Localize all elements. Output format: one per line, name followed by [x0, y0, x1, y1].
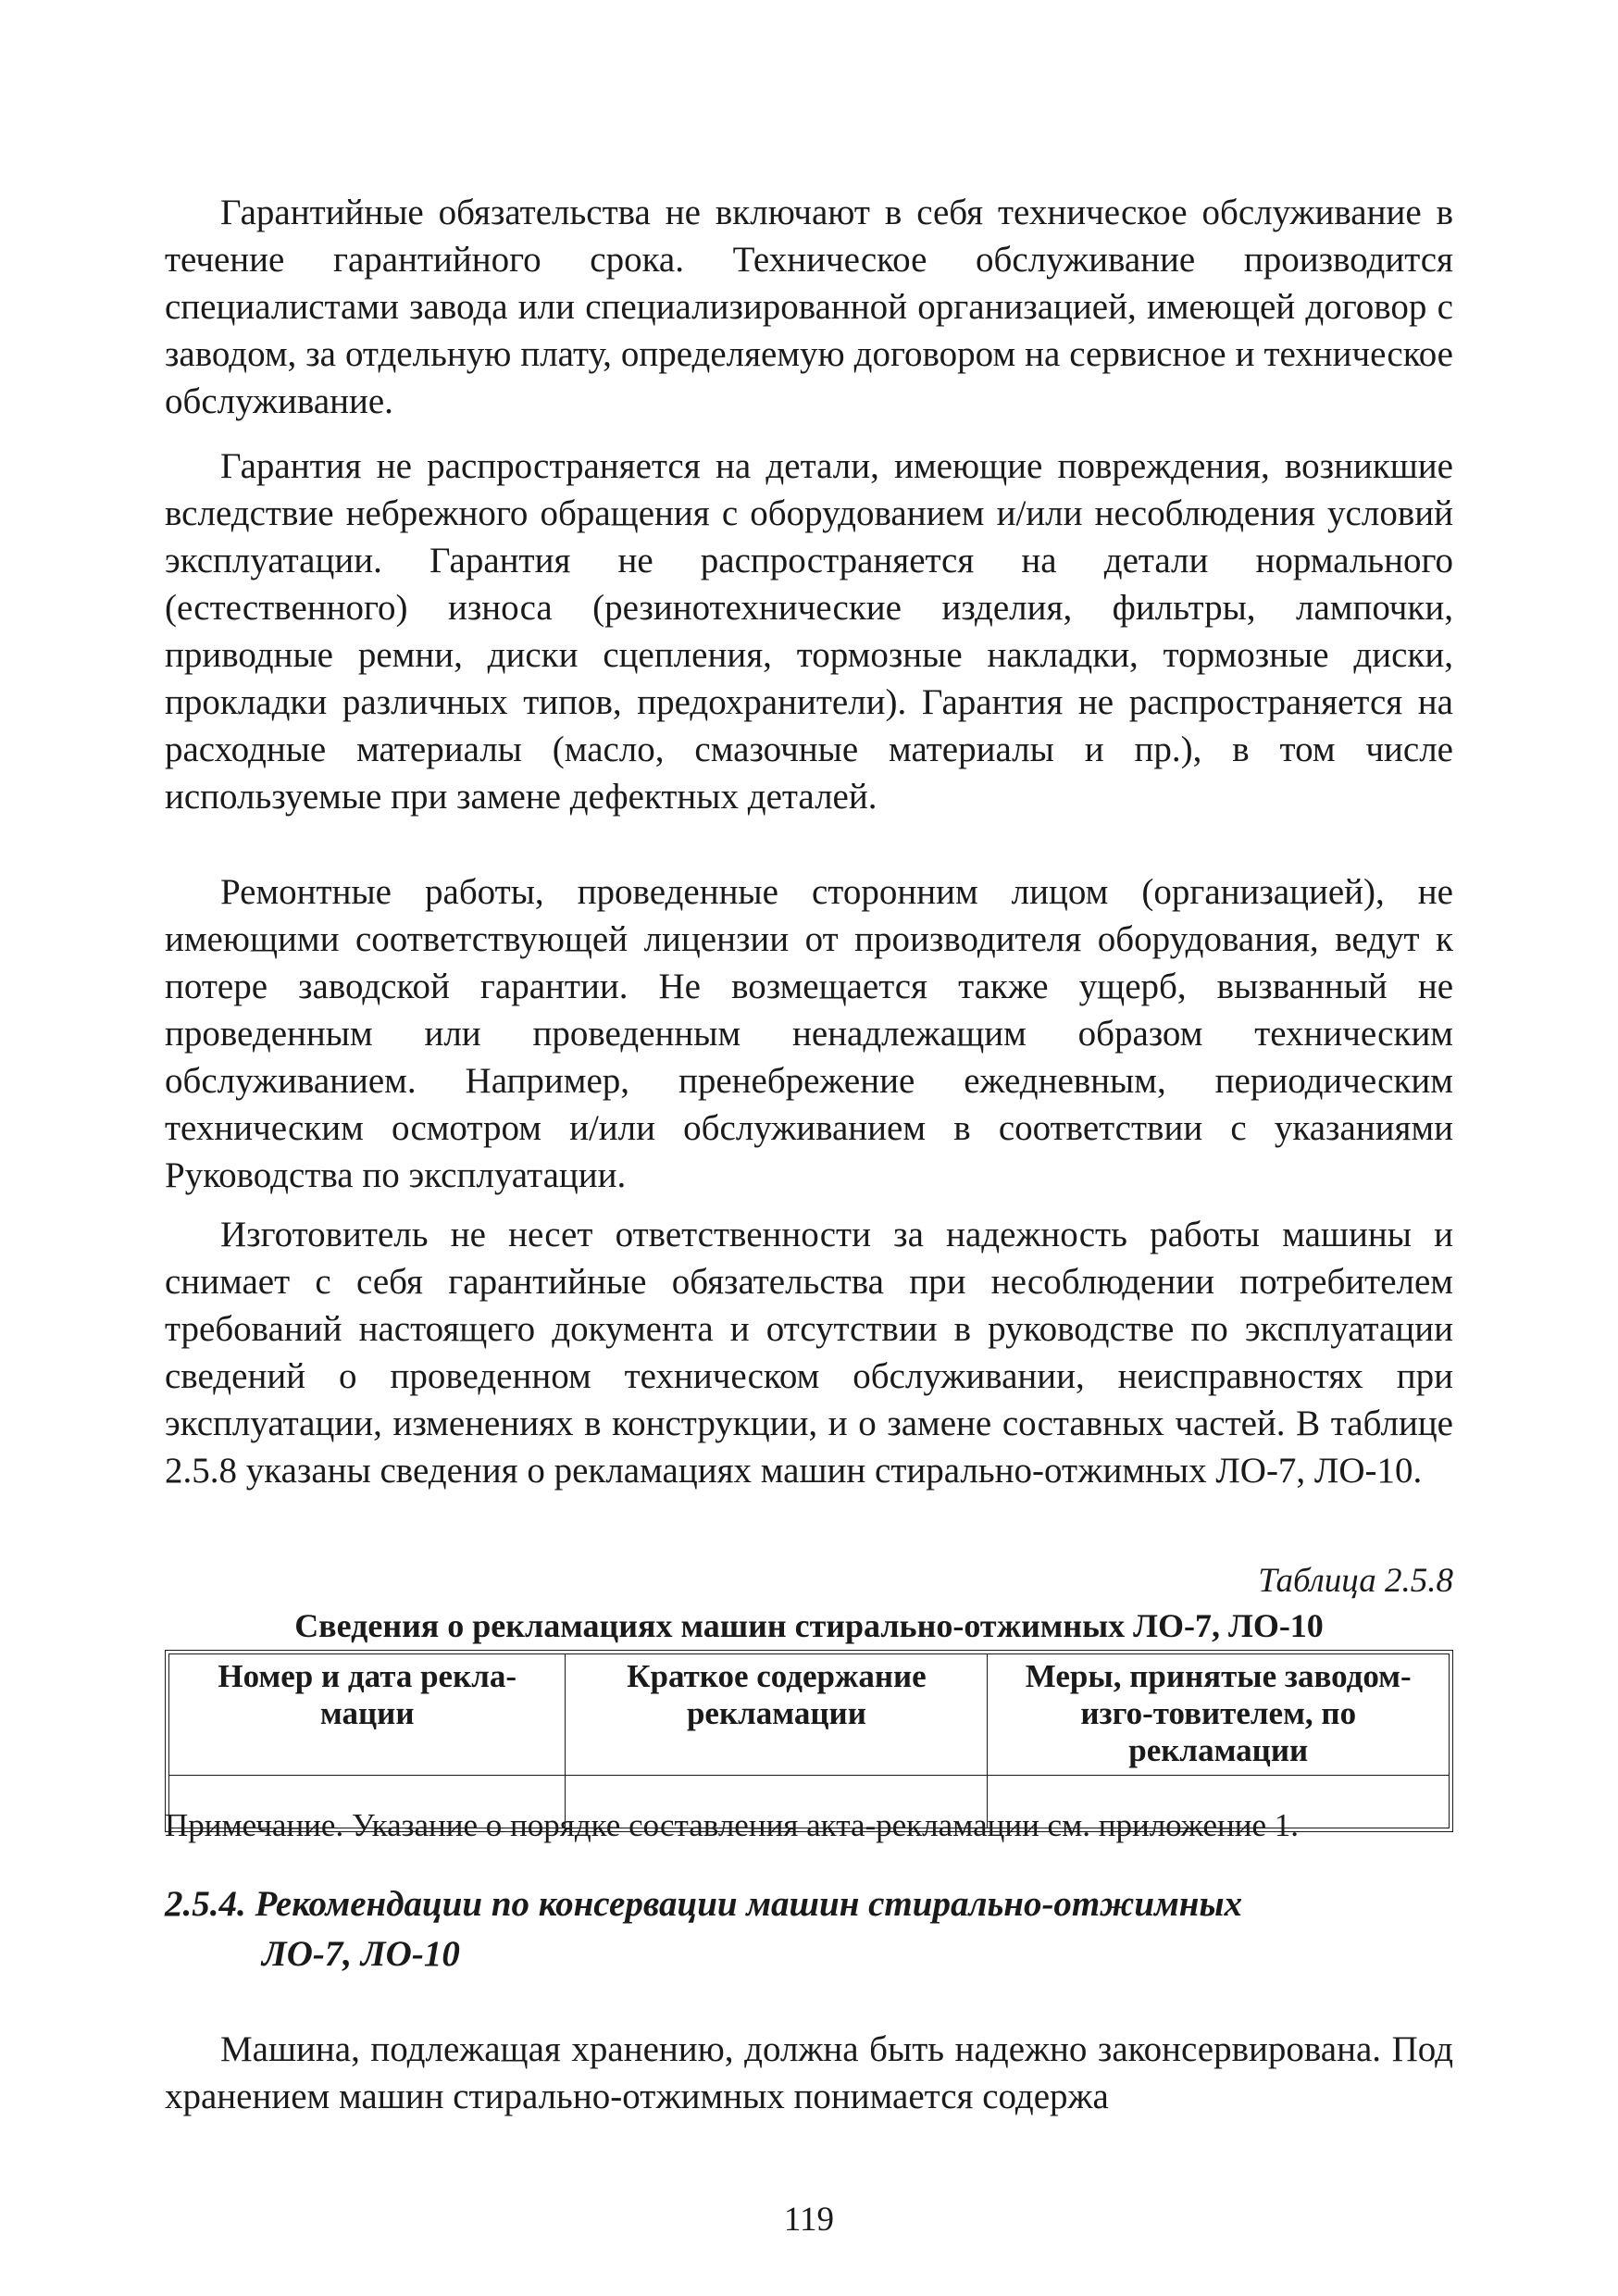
paragraph-preservation: Машина, подлежащая хранению, должна быть надежно законсервирована. Под хранением машин стирально-отжимных понимается содержа	[165, 2029, 1453, 2116]
table-header-row	[169, 1654, 1449, 1776]
paragraph-warranty-exclusions: Гарантия не распространяется на детали, имеющие повреждения, возникшие вследствие небрежного обращения с оборудованием и/или несоблюдения условий эксплуатации. Гарантия не распространяется на детали нормального (естественного) износа (резинотехнические изделия, фильтры, лампочки, приводные ремни, диски сцепления, тормозные накладки, тормозные диски, прокладки различных типов, предохранители). Гарантия не распространяется на расходные материалы (масло, смазочные материалы и пр.), в том числе используемые при замене дефектных деталей.	[165, 446, 1453, 817]
claims-table	[168, 1653, 1450, 1828]
paragraph-manufacturer-liability: Изготовитель не несет ответственности за надежность работы машины и снимает с себя гарантийные обязательства при несоблюдении потребителем требований настоящего документа и отсутствии в руководстве по эксплуатации сведений о проведенном техническом обслуживании, неисправностях при эксплуатации, изменениях в конструкции, и о замене составных частей. В таблице 2.5.8 указаны сведения о рекламациях машин стирально-отжимных ЛО-7, ЛО-10.	[165, 1215, 1453, 1491]
paragraph-repair-works: Ремонтные работы, проведенные сторонним лицом (организацией), не имеющими соответствующей лицензии от производителя оборудования, ведут к потере заводской гарантии. Не возмещается также ущерб, вызванный не проведенным или проведенным ненадлежащим образом техническим обслуживанием. Например, пренебрежение ежедневным, периодическим техническим осмотром и/или обслуживанием в соответствии с указаниями Руководства по эксплуатации.	[165, 872, 1453, 1195]
table-header-cell: Меры, принятые заводом-изго-товителем, по рекламации	[988, 1654, 1449, 1776]
table-header-cell: Краткое содержание рекламации	[566, 1654, 988, 1776]
page-number: 119	[783, 2201, 835, 2239]
table-header-cell: Номер и дата рекла-мации	[169, 1654, 566, 1776]
table-note: Примечание. Указание о порядке составления акта-рекламации см. приложение 1.	[165, 1807, 1300, 1843]
section-heading-line1: 2.5.4. Рекомендации по консервации машин стирально-отжимных	[165, 1884, 1243, 1924]
table-number: Таблица 2.5.8	[1258, 1562, 1453, 1600]
table-title: Сведения о рекламациях машин стирально-отжимных ЛО-7, ЛО-10	[294, 1607, 1324, 1644]
section-heading	[165, 1879, 1453, 1979]
paragraph-warranty-maintenance: Гарантийные обязательства не включают в себя техническое обслуживание в течение гарантийного срока. Техническое обслуживание производится специалистами завода или специализированной организацией, имеющей договор с заводом, за отдельную плату, определяемую договором на сервисное и техническое обслуживание.	[165, 193, 1453, 421]
section-heading-line2: ЛО-7, ЛО-10	[262, 1934, 460, 1974]
